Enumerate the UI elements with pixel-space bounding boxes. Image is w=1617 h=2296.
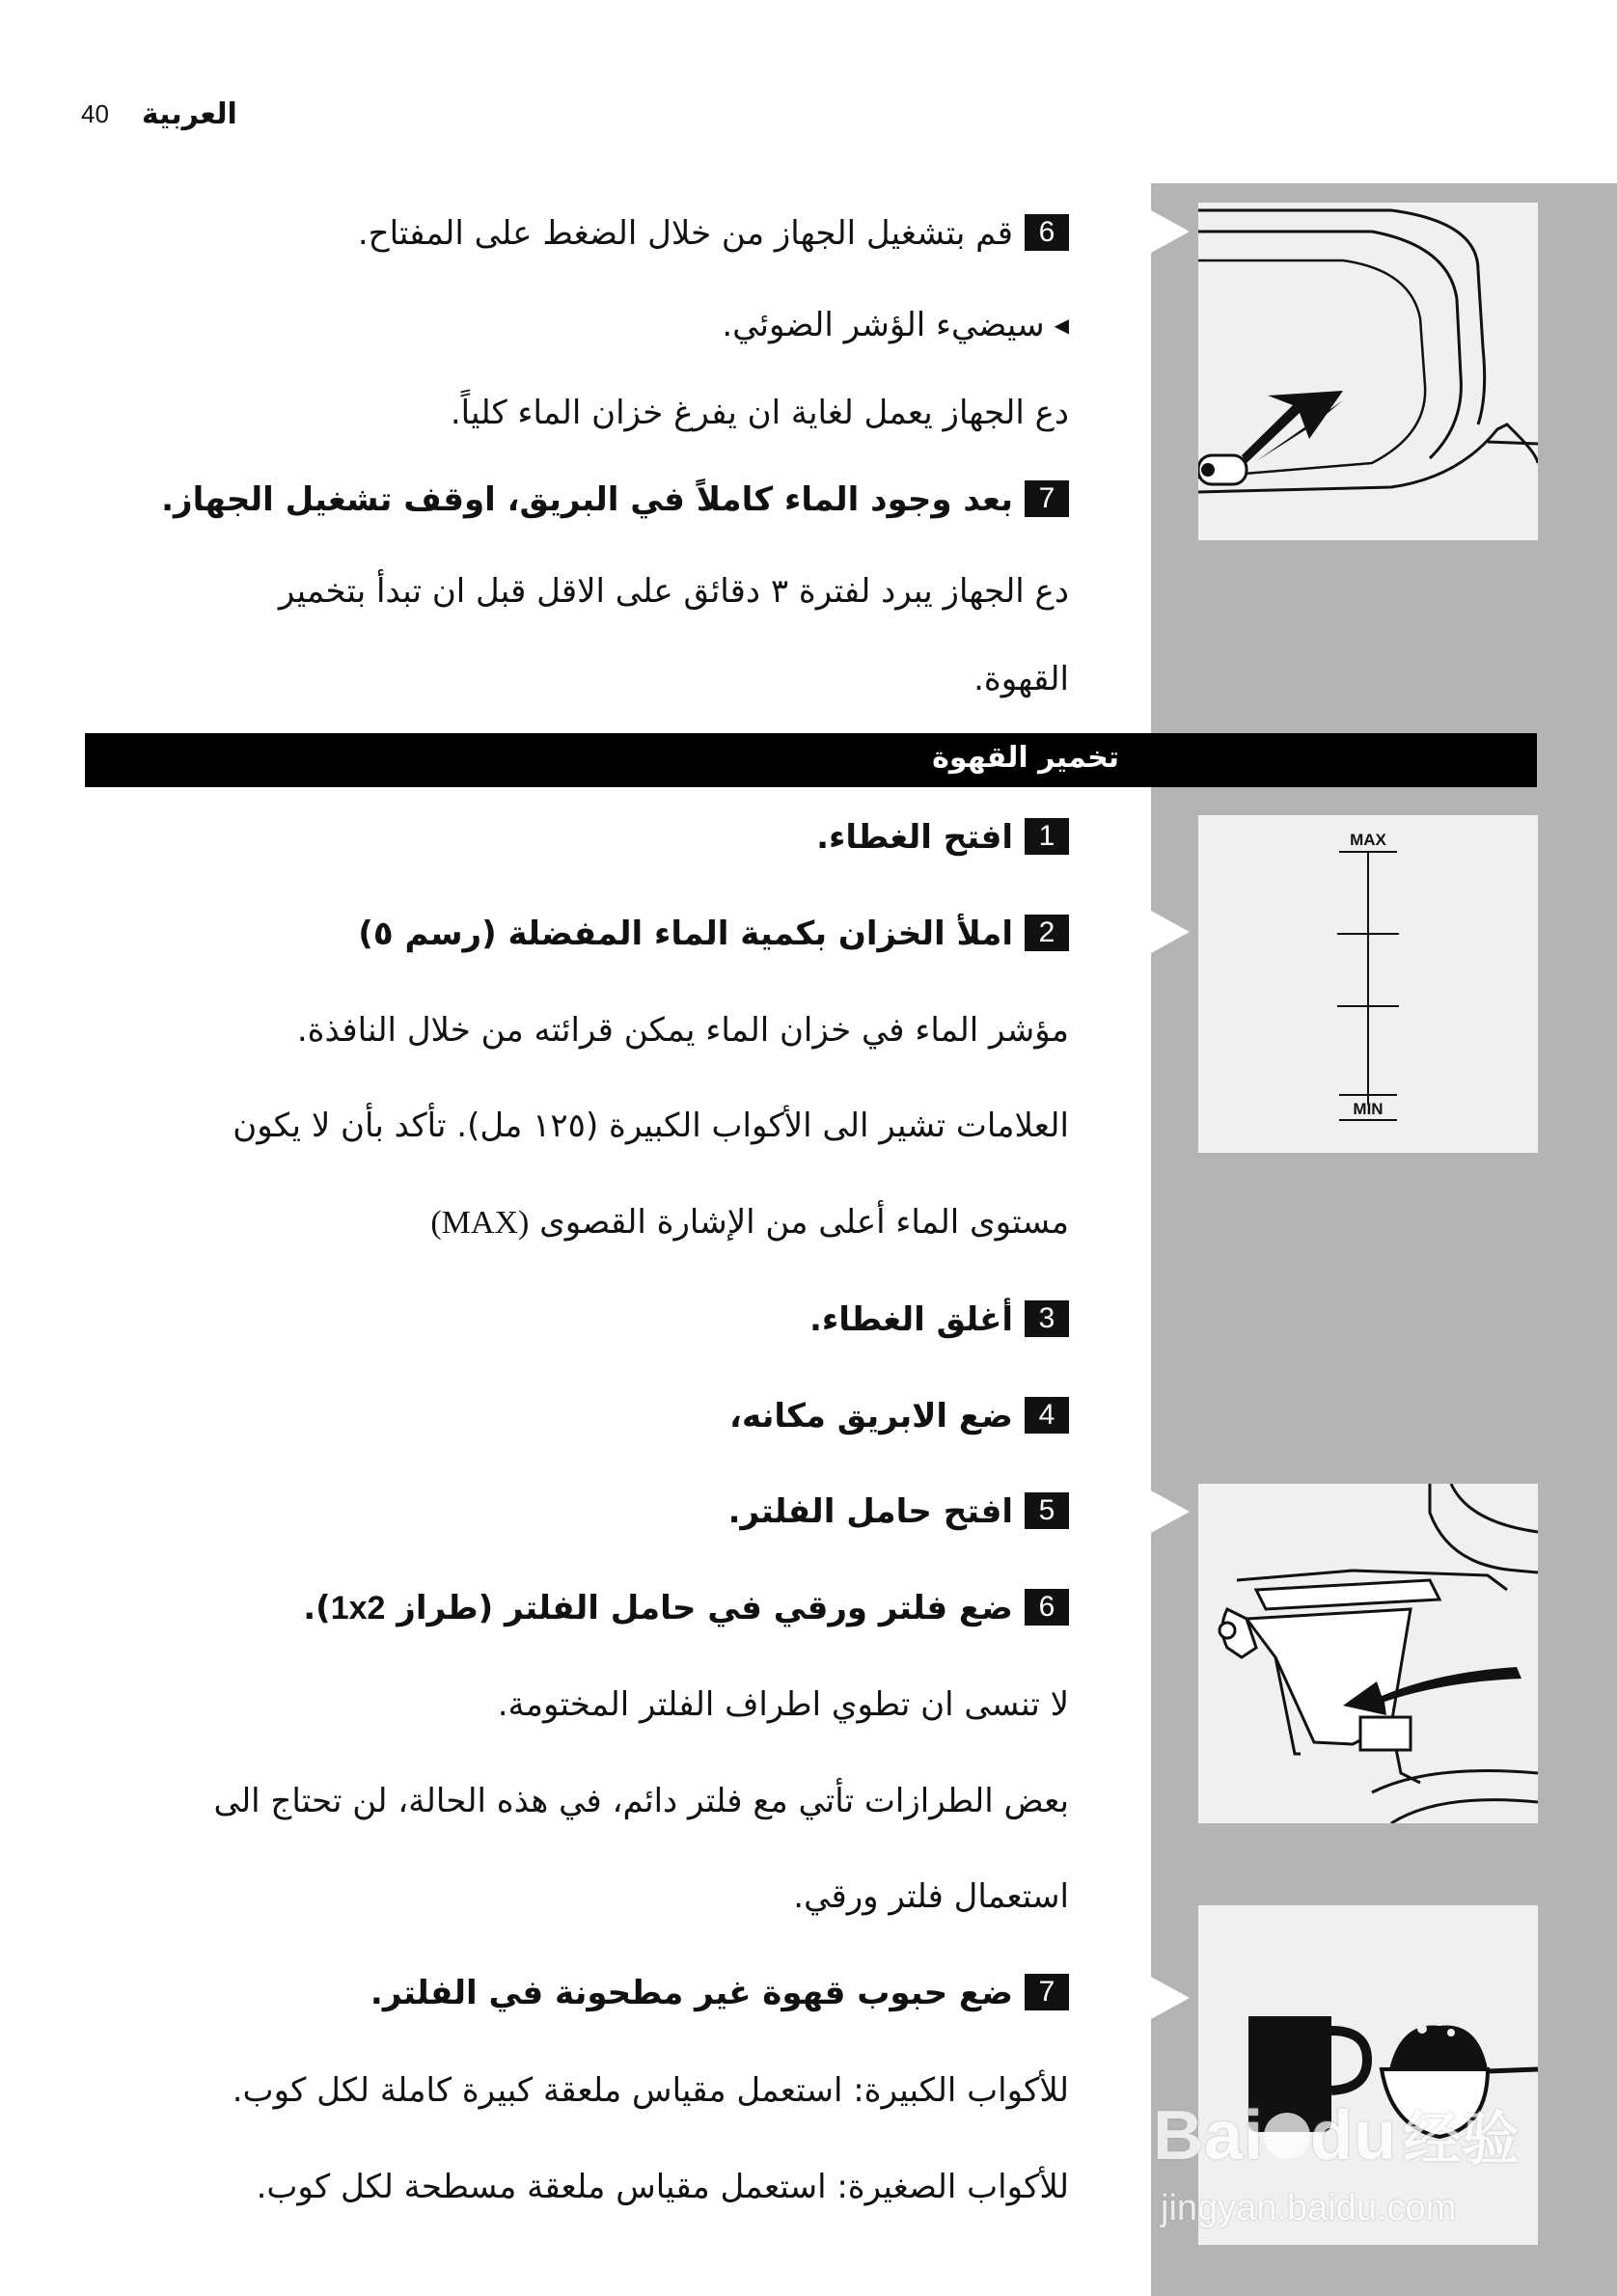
page-header [81, 95, 237, 133]
step-6-note: دع الجهاز يعمل لغاية ان يفرغ خزان الماء كلياً. [450, 394, 1069, 432]
step-6-line: 6قم بتشغيل الجهاز من خلال الضغط على المفتاح. [358, 209, 1069, 258]
gauge-max-label: MAX [1350, 831, 1386, 849]
brew-step-2-line-1: مؤشر الماء في خزان الماء يمكن قرائته من خلال النافذة. [296, 1011, 1069, 1050]
step-number: 4 [1025, 1397, 1069, 1434]
step-7-line: 7بعد وجود الماء كاملاً في البريق، اوقف تشغيل الجهاز. [161, 476, 1069, 524]
watermark-url: jingyan.baidu.com [1161, 2188, 1457, 2228]
brew-step-2-line-2: العلامات تشير الى الأكواب الكبيرة (١٢٥ مل). تأكد بأن لا يكون [233, 1107, 1069, 1145]
brew-step-7: 7ضع حبوب قهوة غير مطحونة في الفلتر. [370, 1969, 1069, 2017]
brew-step-3: 3أغلق الغطاء. [809, 1296, 1069, 1344]
brew-step-2: 2املأ الخزان بكمية الماء المفضلة (رسم ٥) [358, 910, 1069, 958]
gauge-min-label: MIN [1353, 1100, 1384, 1118]
section-title: تخمير القهوة [932, 741, 1119, 775]
switch-illustration [1198, 203, 1538, 540]
figure-pointer [1151, 210, 1190, 253]
figure-pointer [1151, 1490, 1190, 1533]
brew-step-4: 4ضع الابريق مكانه، [729, 1392, 1069, 1440]
figure-pointer [1151, 911, 1190, 953]
step-number: 3 [1025, 1300, 1069, 1337]
brew-step-6-line-2: بعض الطرازات تأتي مع فلتر دائم، في هذه الحالة، لن تحتاج الى [213, 1782, 1069, 1820]
step-number: 7 [1025, 480, 1069, 517]
figure-water-gauge [1198, 815, 1538, 1153]
step-number: 5 [1025, 1492, 1069, 1529]
brew-step-6-line-3: استعمال فلتر ورقي. [793, 1877, 1069, 1916]
page-number: 40 [81, 98, 109, 128]
figure-filter-holder [1198, 1484, 1538, 1823]
brew-step-5: 5افتح حامل الفلتر. [728, 1488, 1069, 1536]
brew-step-6: 6ضع فلتر ورقي في حامل الفلتر (طراز 1x2). [303, 1584, 1069, 1632]
section-header-bar [85, 733, 1537, 787]
step-number: 1 [1025, 818, 1069, 855]
step-7-note-1: دع الجهاز يبرد لفترة ٣ دقائق على الاقل قبل ان تبدأ بتخمير [278, 572, 1069, 611]
step-number: 6 [1025, 214, 1069, 251]
language-label: العربية [141, 96, 237, 131]
step-7-note-2: القهوة. [973, 660, 1069, 698]
brew-step-2-line-3: مستوى الماء أعلى من الإشارة القصوى (MAX) [430, 1203, 1069, 1242]
brew-step-6-line-1: لا تنسى ان تطوي اطراف الفلتر المختومة. [497, 1685, 1069, 1724]
filter-holder-illustration [1198, 1484, 1538, 1823]
brew-step-7-line-2: للأكواب الصغيرة: استعمل مقياس ملعقة مسطحة لكل كوب. [256, 2168, 1069, 2206]
step-number: 6 [1025, 1589, 1069, 1626]
figure-pointer [1151, 1977, 1190, 2019]
paw-icon [1264, 2113, 1310, 2159]
brew-step-1: 1افتح الغطاء. [816, 813, 1069, 861]
step-number: 2 [1025, 915, 1069, 951]
step-6-result: ◀سيضيء الؤشر الضوئي. [722, 306, 1069, 344]
baidu-watermark: Bai du 经验 jingyan.baidu.com [1153, 2097, 1521, 2228]
result-arrow-icon: ◀ [1054, 314, 1069, 337]
brew-step-7-line-1: للأكواب الكبيرة: استعمل مقياس ملعقة كبيرة كاملة لكل كوب. [232, 2071, 1069, 2110]
figure-switch [1198, 203, 1538, 540]
step-number: 7 [1025, 1974, 1069, 2010]
water-gauge-illustration [1198, 815, 1538, 1153]
